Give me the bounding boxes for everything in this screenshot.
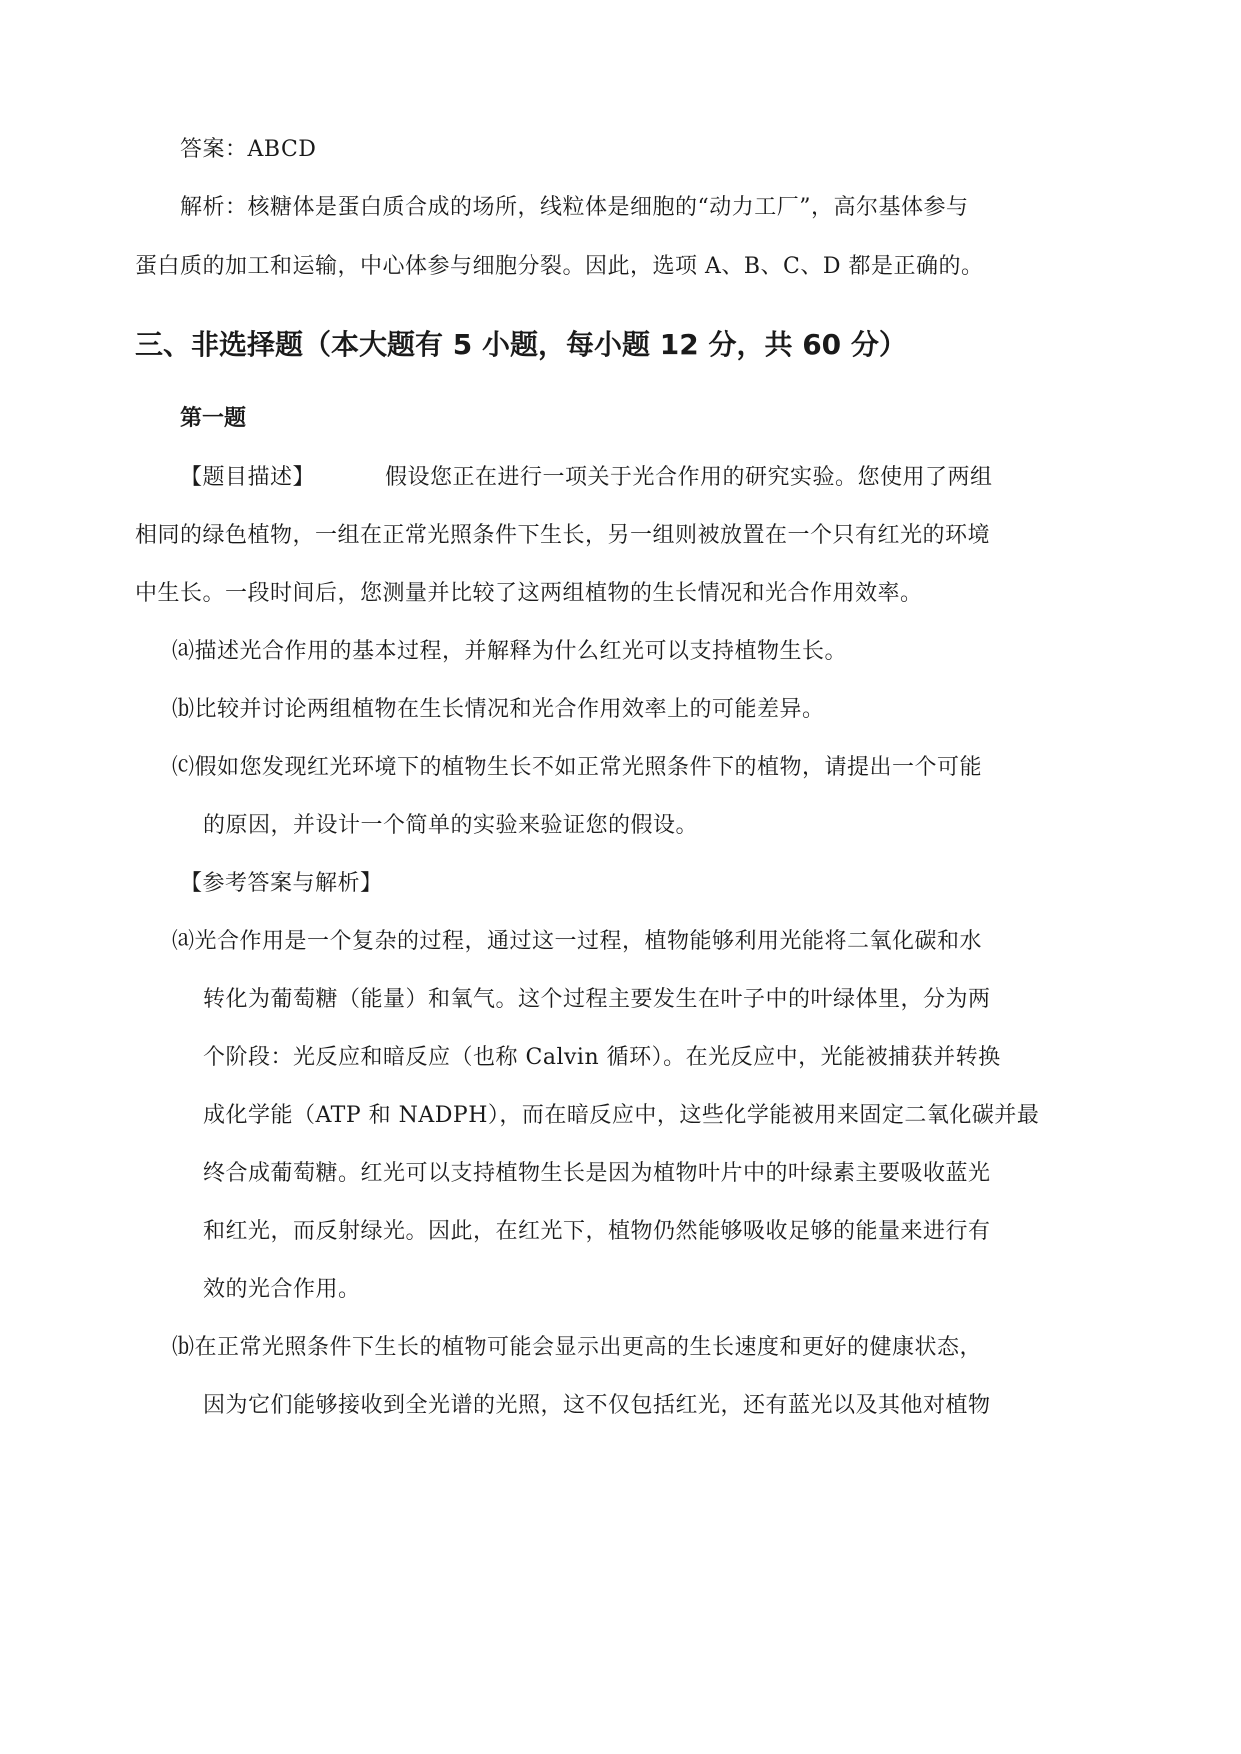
answer-a-line-7: 效的光合作用。: [203, 1277, 361, 1302]
sub-question-c-line-1: ⒞假如您发现红光环境下的植物生长不如正常光照条件下的植物，请提出一个可能: [172, 755, 983, 780]
analysis-line-2: 蛋白质的加工和运输，中心体参与细胞分裂。因此，选项 A、B、C、D 都是正确的。: [135, 254, 984, 279]
sub-question-b: ⒝比较并讨论两组植物在生长情况和光合作用效率上的可能差异。: [172, 697, 825, 722]
answer-a-line-4: 成化学能（ATP 和 NADPH），而在暗反应中，这些化学能被用来固定二氧化碳并最: [203, 1103, 1040, 1128]
answer-b-line-2: 因为它们能够接收到全光谱的光照，这不仅包括红光，还有蓝光以及其他对植物: [203, 1393, 991, 1418]
answer-a-line-5: 终合成葡萄糖。红光可以支持植物生长是因为植物叶片中的叶绿素主要吸收蓝光: [203, 1161, 991, 1186]
question-description-line-3: 中生长。一段时间后，您测量并比较了这两组植物的生长情况和光合作用效率。: [135, 581, 923, 606]
question-description-line-1: [180, 463, 993, 493]
question-description-line-2: 相同的绿色植物，一组在正常光照条件下生长，另一组则被放置在一个只有红光的环境: [135, 523, 991, 548]
sub-question-c-line-2: 的原因，并设计一个简单的实验来验证您的假设。: [203, 813, 699, 838]
answer-a-line-6: 和红光，而反射绿光。因此，在红光下，植物仍然能够吸收足够的能量来进行有: [203, 1219, 991, 1244]
answer-a-line-3: 个阶段：光反应和暗反应（也称 Calvin 循环）。在光反应中，光能被捕获并转换: [203, 1045, 1001, 1070]
description-text: 假设您正在进行一项关于光合作用的研究实验。您使用了两组: [385, 465, 993, 490]
analysis-line-1: 解析：核糖体是蛋白质合成的场所，线粒体是细胞的“动力工厂”，高尔基体参与: [180, 195, 969, 220]
answer-line: 答案：ABCD: [180, 137, 317, 162]
answer-b-line-1: ⒝在正常光照条件下生长的植物可能会显示出更高的生长速度和更好的健康状态，: [172, 1335, 983, 1360]
answer-a-line-2: 转化为葡萄糖（能量）和氧气。这个过程主要发生在叶子中的叶绿体里，分为两: [203, 987, 991, 1012]
reference-answer-label: 【参考答案与解析】: [180, 871, 383, 896]
description-label: 【题目描述】: [180, 465, 316, 490]
section-heading: 三、非选择题（本大题有 5 小题，每小题 12 分，共 60 分）: [135, 328, 907, 361]
sub-question-a: ⒜描述光合作用的基本过程，并解释为什么红光可以支持植物生长。: [172, 639, 848, 664]
question-title: 第一题: [180, 406, 247, 431]
answer-a-line-1: ⒜光合作用是一个复杂的过程，通过这一过程，植物能够利用光能将二氧化碳和水: [172, 929, 983, 954]
